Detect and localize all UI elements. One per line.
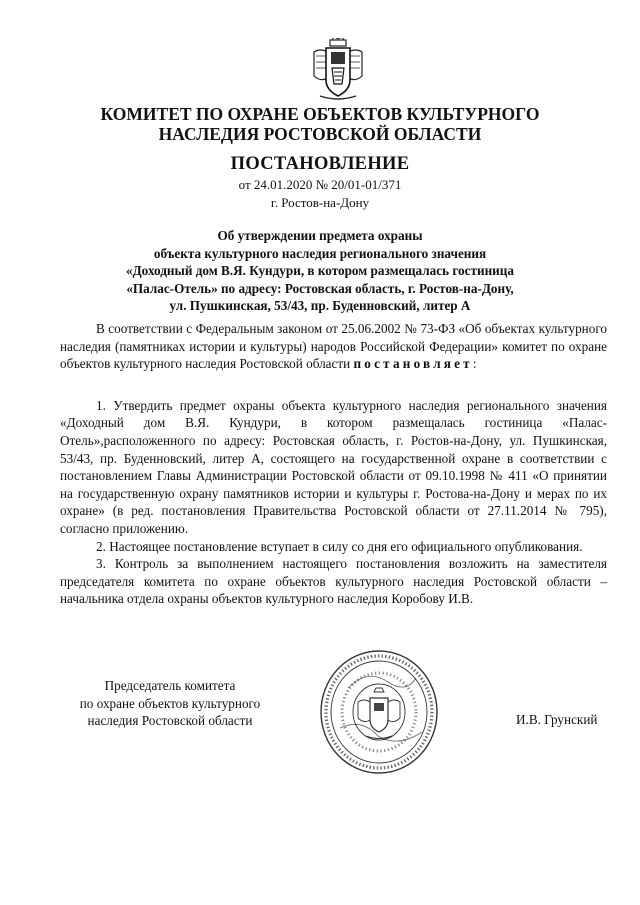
resolves-word: постановляет [353,356,473,372]
position-line-3: наследия Ростовской области [87,713,253,729]
subject-line-5: ул. Пушкинская, 53/43, пр. Буденновский, литер А [169,298,471,314]
document-date-number: от 24.01.2020 № 20/01-01/371 [238,177,402,192]
preamble-text: В соответствии с Федеральным законом от 25.06.2002 № 73-ФЗ «Об объектах культурного наследия (памятниках истории и культуры) народов Российской Федерации» комитет по охране объектов культурного наследия Ростовской области [60,321,607,372]
document-body [60,320,607,608]
subject-line-4: «Палас-Отель» по адресу: Ростовская область, г. Ростов-на-Дону, [126,280,514,296]
signatory-name: И.В. Грунский [516,712,598,727]
document-city: г. Ростов-на-Дону [270,195,370,210]
preamble-colon: : [472,356,477,372]
list-item: 3. Контроль за выполнением настоящего постановления возложить на заместителя председателя комитета по охране объектов культурного наследия Ростовской области – начальника отдела охраны объектов культурного наследия Коробову И.В. [60,556,607,607]
list-item: 2. Настоящее постановление вступает в силу со дня его официального опубликования. [96,538,583,554]
position-line-2: по охране объектов культурного [79,695,261,711]
preamble-paragraph [60,320,607,373]
subject-line-2: объекта культурного наследия регионального значения [153,245,487,261]
org-line-1: КОМИТЕТ ПО ОХРАНЕ ОБЪЕКТОВ КУЛЬТУРНОГО [100,104,540,124]
coat-of-arms-icon [310,38,366,102]
official-seal [318,648,440,776]
list-item: 1. Утвердить предмет охраны объекта культурного наследия регионального значения «Доходный дом В.Я. Кундури, в котором размещалась гостиница «Палас-Отель»,расположенного по адресу: Ростовская область, г. Ростов-на-Дону, ул. Пушкинская, 53/43, пр. Буденновский, литер А, состоящего на государственной охране в соответствии с постановлением Главы Администрации Ростовской области от 09.10.1998 № 411 «О принятии на государственную охрану памятников истории и культуры г. Ростова-на-Дону и мерах по их охране» (в ред. постановления Правительства Ростовской области от 27.11.2014 № 795), согласно приложению. [60,397,607,536]
organization-name [0,104,640,144]
signatory-position [60,677,280,730]
document-type: ПОСТАНОВЛЕНИЕ [230,154,410,174]
document-subject [0,227,640,315]
org-line-2: НАСЛЕДИЯ РОСТОВСКОЙ ОБЛАСТИ [158,124,482,144]
subject-line-1: Об утверждении предмета охраны [217,228,423,243]
position-line-1: Председатель комитета [104,678,236,693]
subject-line-3: «Доходный дом В.Я. Кундури, в котором размещалась гостиница [126,263,514,279]
